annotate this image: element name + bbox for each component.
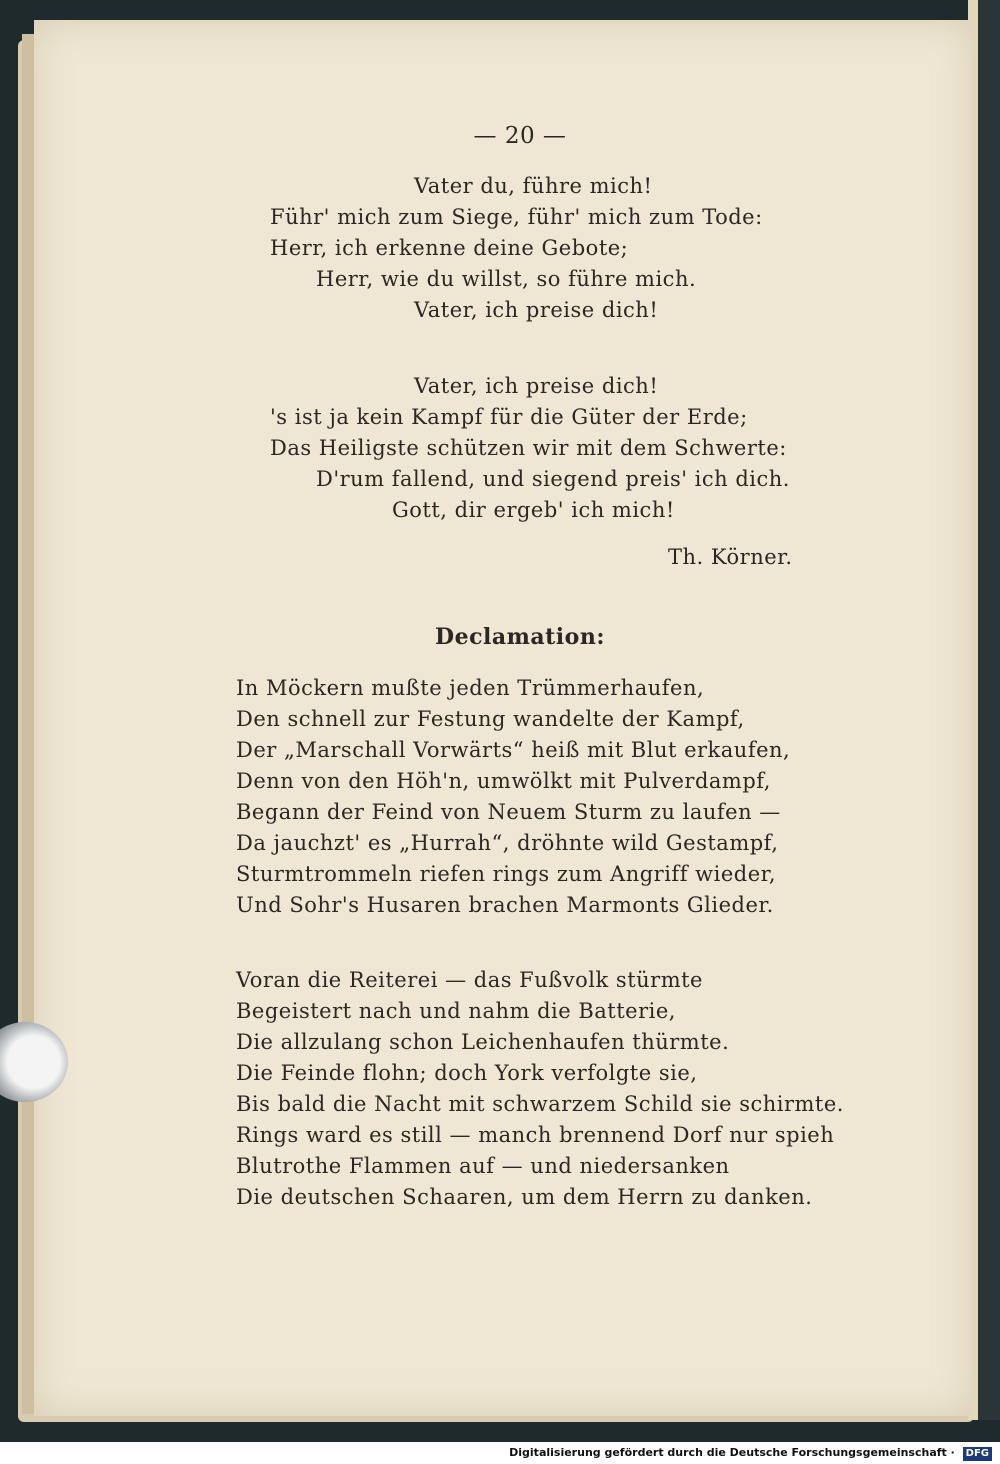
poem-author: Th. Körner. (668, 545, 793, 569)
declamation-line: Voran die Reiterei — das Fußvolk stürmte (236, 968, 703, 992)
poem-line: Gott, dir ergeb' ich mich! (392, 498, 675, 522)
poem-line: Vater, ich preise dich! (414, 298, 659, 322)
declamation-line: Rings ward es still — manch brennend Dorf nur spieh (236, 1123, 835, 1147)
declamation-line: Begann der Feind von Neuem Sturm zu laufen — (236, 800, 781, 824)
declamation-line: Denn von den Höh'n, umwölkt mit Pulverdampf, (236, 769, 771, 793)
poem-line: D'rum fallend, und siegend preis' ich dich. (316, 467, 790, 491)
poem-line: 's ist ja kein Kampf für die Güter der Erde; (270, 405, 748, 429)
section-heading: Declamation: (435, 624, 605, 650)
poem-line: Herr, ich erkenne deine Gebote; (270, 236, 629, 260)
declamation-line: Und Sohr's Husaren brachen Marmonts Glieder. (236, 893, 774, 917)
digitization-footer (0, 1442, 1000, 1464)
declamation-line: Die deutschen Schaaren, um dem Herrn zu danken. (236, 1185, 813, 1209)
declamation-line: Da jauchzt' es „Hurrah“, dröhnte wild Gestampf, (236, 831, 779, 855)
declamation-line: Sturmtrommeln riefen rings zum Angriff wieder, (236, 862, 777, 886)
poem-line: Herr, wie du willst, so führe mich. (316, 267, 697, 291)
declamation-line: Der „Marschall Vorwärts“ heiß mit Blut erkaufen, (236, 738, 791, 762)
declamation-line: Die allzulang schon Leichenhaufen thürmte. (236, 1030, 730, 1054)
poem-line: Vater, ich preise dich! (414, 374, 659, 398)
declamation-line: In Möckern mußte jeden Trümmerhaufen, (236, 676, 705, 700)
page-number: — 20 — (473, 123, 567, 149)
dfg-logo: DFG (963, 1447, 992, 1461)
poem-line: Vater du, führe mich! (414, 174, 653, 198)
right-background (978, 0, 1000, 1420)
declamation-line: Den schnell zur Festung wandelte der Kampf, (236, 707, 745, 731)
declamation-line: Blutrothe Flammen auf — und niedersanken (236, 1154, 730, 1178)
poem-line: Das Heiligste schützen wir mit dem Schwerte: (270, 436, 787, 460)
declamation-line: Die Feinde flohn; doch York verfolgte sie, (236, 1061, 698, 1085)
declamation-line: Begeistert nach und nahm die Batterie, (236, 999, 676, 1023)
footer-text: Digitalisierung gefördert durch die Deutsche Forschungsgemeinschaft · (509, 1446, 955, 1459)
poem-line: Führ' mich zum Siege, führ' mich zum Tode: (270, 205, 763, 229)
declamation-line: Bis bald die Nacht mit schwarzem Schild sie schirmte. (236, 1092, 844, 1116)
